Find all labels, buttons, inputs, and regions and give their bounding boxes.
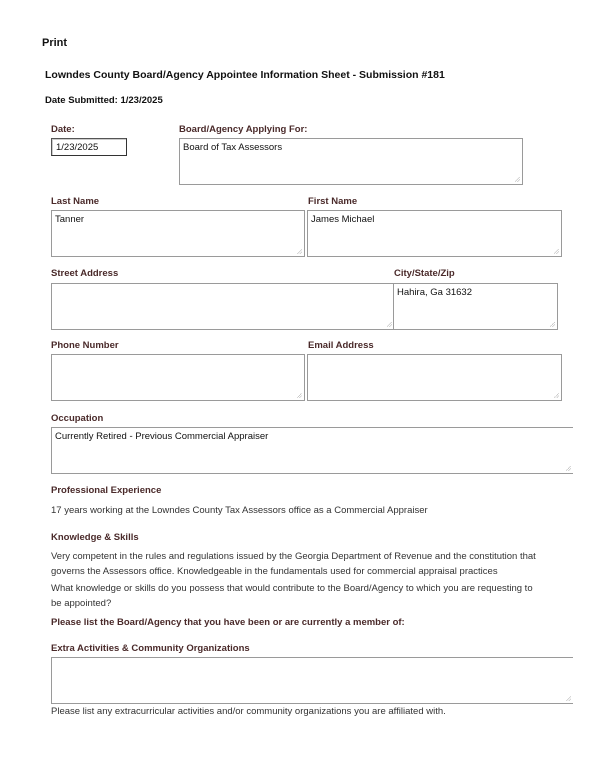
board-agency-label: Board/Agency Applying For: [179,124,308,135]
phone-label: Phone Number [51,340,119,351]
city-state-zip-textarea[interactable]: Hahira, Ga 31632 [393,283,558,330]
occupation-label: Occupation [51,413,104,424]
page-title: Lowndes County Board/Agency Appointee Information Sheet - Submission #181 [45,69,445,81]
first-name-textarea[interactable]: James Michael [307,210,562,257]
professional-experience-label: Professional Experience [51,485,162,496]
knowledge-skills-value: Very competent in the rules and regulations issued by the Georgia Department of Revenue and the constitution that governs the Assessors office. Knowledgeable in the fundamentals used for commercial appraisal practices [51,551,536,577]
phone-textarea[interactable] [51,354,305,401]
last-name-label: Last Name [51,196,100,207]
print-link[interactable]: Print [42,37,68,49]
email-label: Email Address [308,340,374,351]
date-submitted: Date Submitted: 1/23/2025 [45,95,163,106]
email-textarea[interactable] [307,354,562,401]
board-membership-label: Please list the Board/Agency that you have been or are currently a member of: [51,617,405,628]
knowledge-skills-help: What knowledge or skills do you possess that would contribute to the Board/Agency to which you are requesting to be appointed? [51,583,533,609]
street-address-textarea[interactable] [51,283,395,330]
extra-activities-help: Please list any extracurricular activities and/or community organizations you are affiliated with. [51,706,446,717]
board-agency-textarea[interactable]: Board of Tax Assessors [179,138,523,185]
occupation-textarea[interactable]: Currently Retired - Previous Commercial Appraiser [51,427,573,474]
extra-activities-label: Extra Activities & Community Organizations [51,643,250,654]
first-name-label: First Name [308,196,358,207]
date-label: Date: [51,124,75,135]
extra-activities-textarea[interactable] [51,657,573,704]
date-input[interactable]: 1/23/2025 [51,138,127,156]
knowledge-skills-label: Knowledge & Skills [51,532,139,543]
street-address-label: Street Address [51,268,119,279]
last-name-textarea[interactable]: Tanner [51,210,305,257]
professional-experience-value: 17 years working at the Lowndes County Tax Assessors office as a Commercial Appraiser [51,505,428,516]
city-state-zip-label: City/State/Zip [394,268,455,279]
